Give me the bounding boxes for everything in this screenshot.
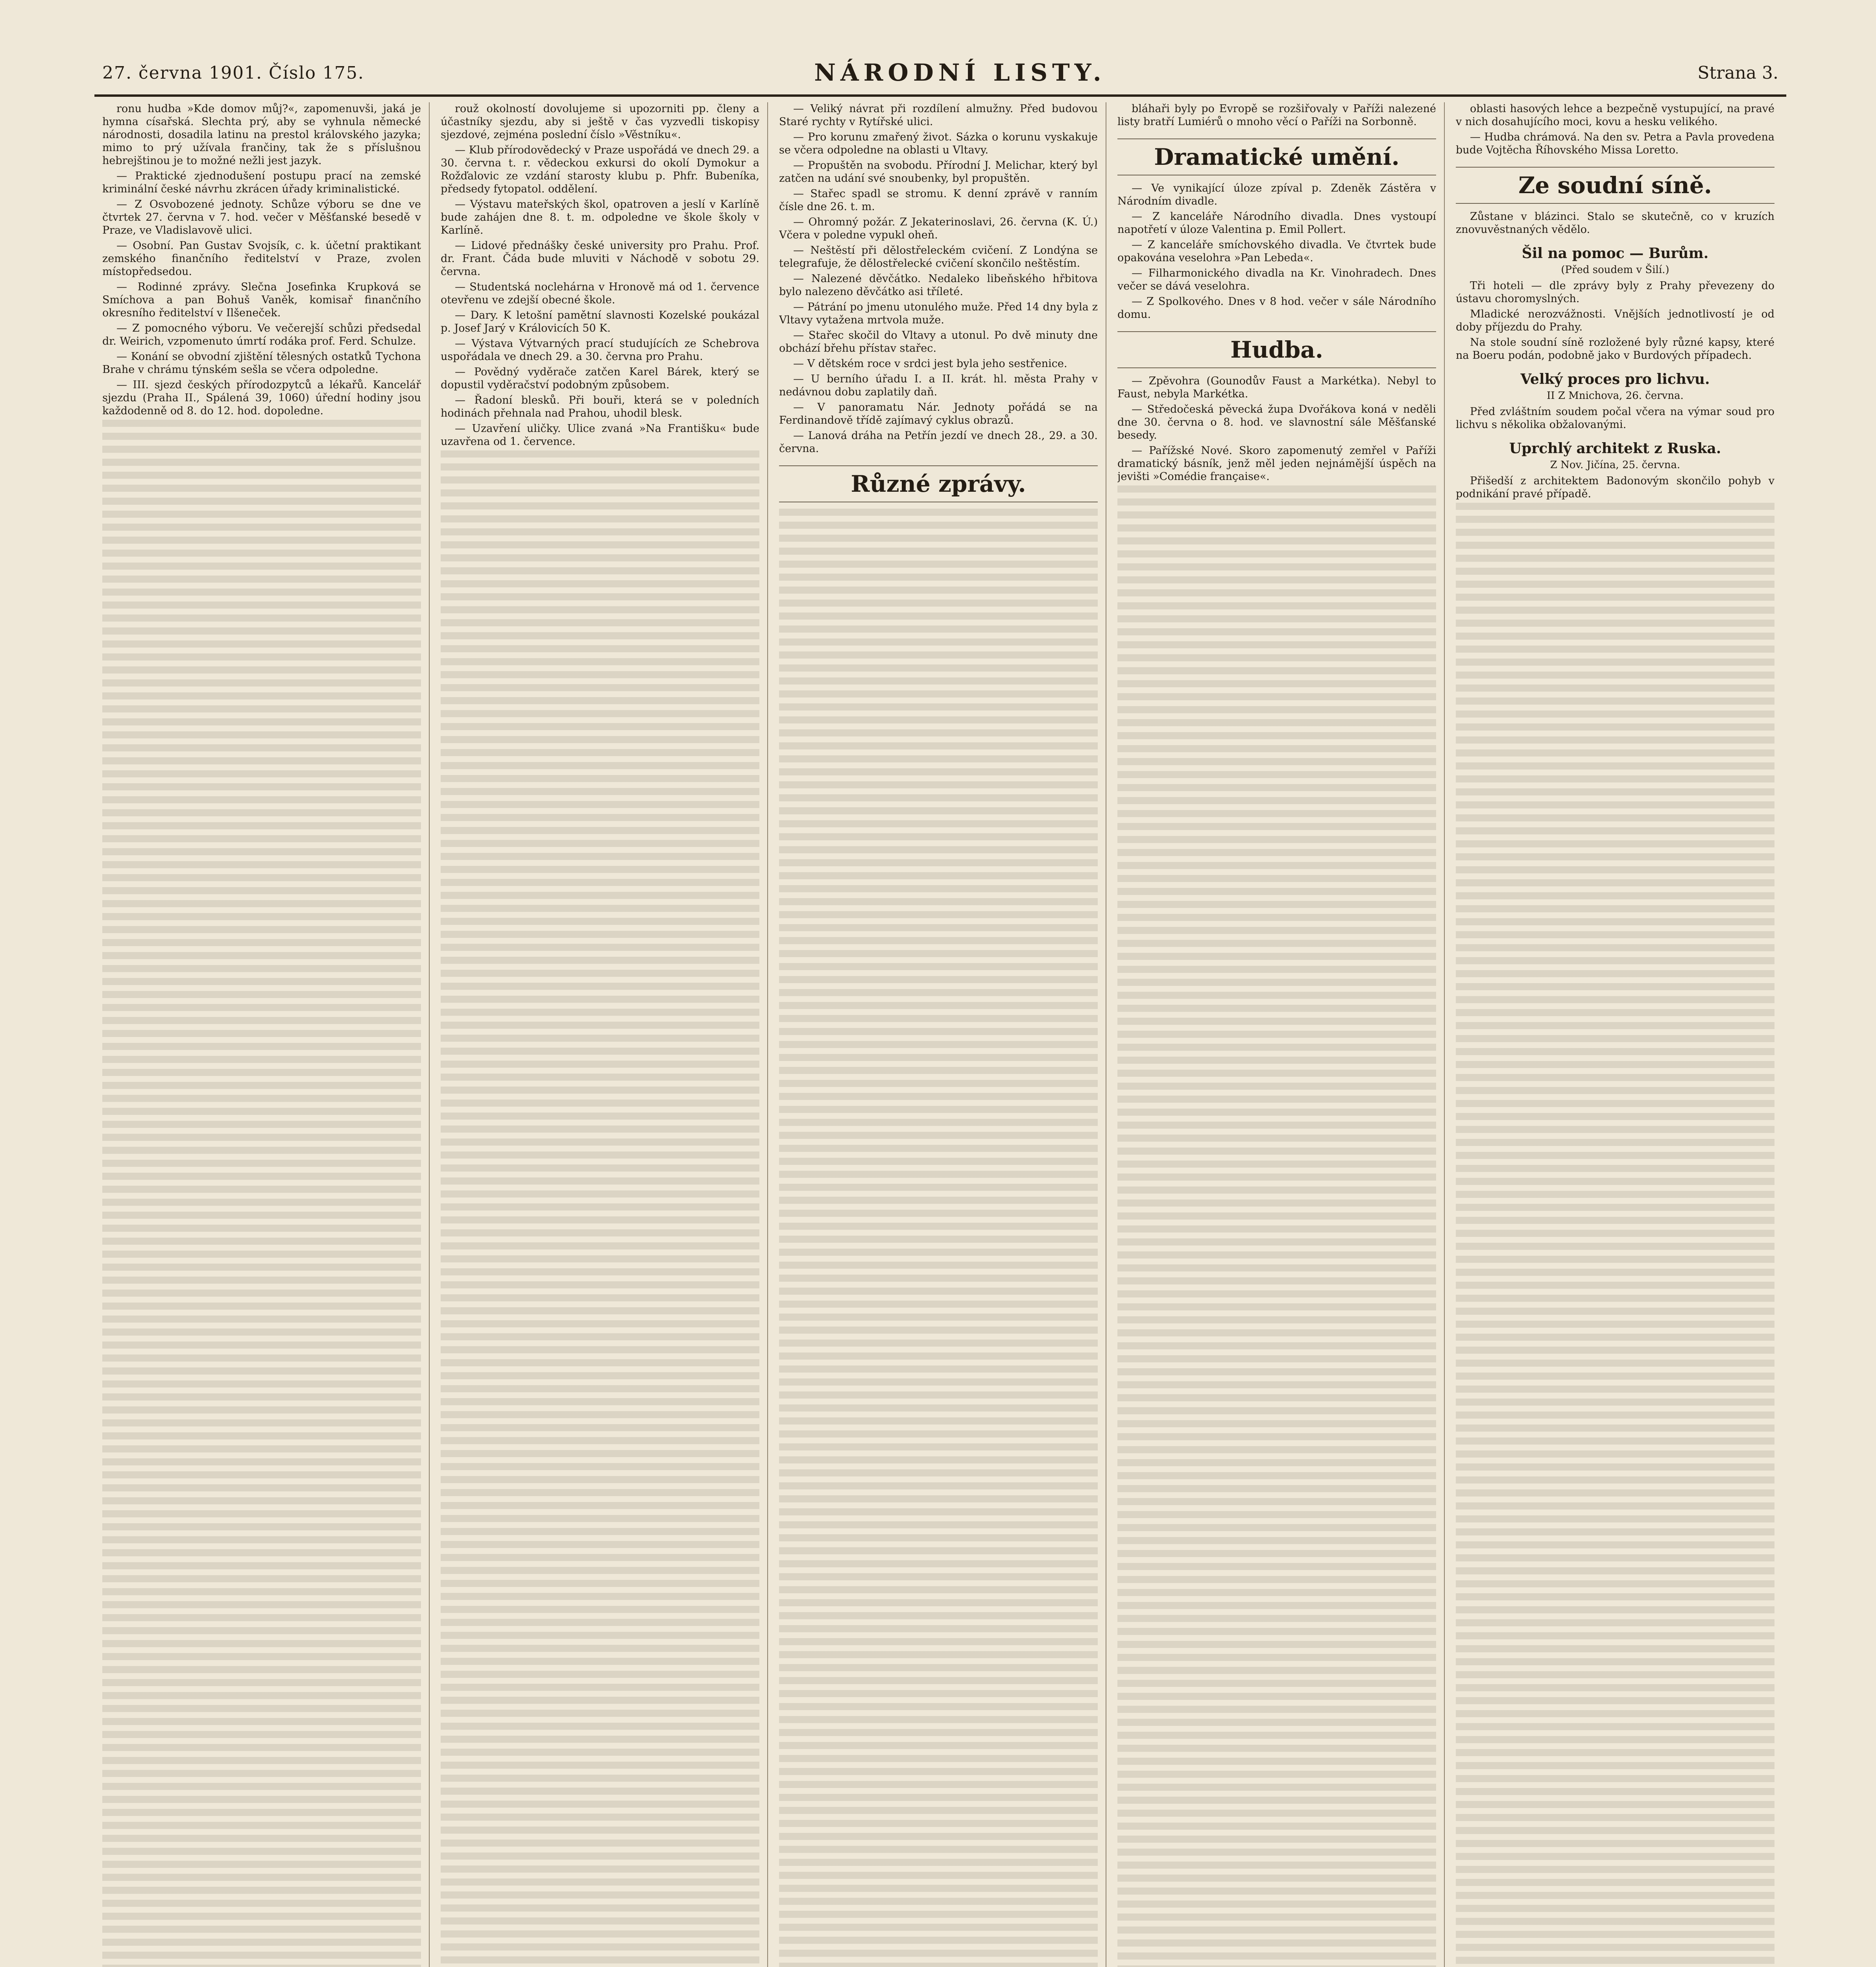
column-1 <box>102 102 421 1967</box>
article-paragraph: — Středočeská pěvecká župa Dvořákova koná v neděli dne 30. června o 8. hod. ve slavnostní sále Měšťanské besedy. <box>1117 403 1436 441</box>
column-rule <box>429 102 430 1967</box>
article-paragraph: — Veliký návrat při rozdílení almužny. Před budovou Staré rychty v Rytířské ulici. <box>779 103 1098 128</box>
article-paragraph: — Z Osvobozené jednoty. Schůze výboru se dne ve čtvrtek 27. června v 7. hod. večer v Měšťanské besedě v Praze, ve Vladislavově ulici. <box>102 198 421 236</box>
article-paragraph: — Studentská noclehárna v Hronově má od 1. července otevřenu ve zdejší obecné škole. <box>441 281 759 306</box>
article-heading: Šil na pomoc — Burům. <box>1521 245 1709 262</box>
article-paragraph: — Hudba chrámová. Na den sv. Petra a Pavla provedena bude Vojtěcha Říhovského Missa Loretto. <box>1456 131 1774 156</box>
article-paragraph: — Filharmonického divadla na Kr. Vinohradech. Dnes večer se dává veselohra. <box>1117 267 1436 292</box>
article-paragraph: — Konání se obvodní zjištění tělesných ostatků Tychona Brahe v chrámu týnském sešla se včera odpoledne. <box>102 351 421 376</box>
article-paragraph: — Nalezené děvčátko. Nedaleko libeňského hřbitova bylo nalezeno děvčátko asi tříleté. <box>779 273 1098 298</box>
article-paragraph: bláhaři byly po Evropě se rozšiřovaly v Paříži nalezené listy bratří Lumiérů o mnoho věcí o Paříži na Sorbonně. <box>1117 103 1436 128</box>
masthead <box>94 59 1786 97</box>
article-paragraph: — Stařec spadl se stromu. K denní zprávě v ranním čísle dne 26. t. m. <box>779 188 1098 213</box>
article-paragraph: — Lanová dráha na Petřín jezdí ve dnech 28., 29. a 30. června. <box>779 430 1098 455</box>
text-block-filler <box>779 509 1098 1967</box>
column-rule <box>767 102 768 1967</box>
article-paragraph: Zůstane v blázinci. Stalo se skutečně, co v kruzích znovuvěstnaných vědělo. <box>1456 210 1774 236</box>
article-paragraph: — U berního úřadu I. a II. krát. hl. města Prahy v nedávnou dobu zaplatily daň. <box>779 373 1098 398</box>
article-paragraph: — III. sjezd českých přírodozpytců a lékařů. Kancelář sjezdu (Praha II., Spálená 39, 1060) úřední hodiny jsou každodenně od 8. do 12. hod. dopoledne. <box>102 379 421 417</box>
article-paragraph: Mladické nerozvážnosti. Vnějších jednotlivostí je od doby příjezdu do Prahy. <box>1456 308 1774 333</box>
article-paragraph: Tři hoteli — dle zprávy byly z Prahy převezeny do ústavu choromyslných. <box>1456 280 1774 305</box>
article-paragraph: Přišedší z architektem Badonovým skončilo pohyb v podnikání pravé případě. <box>1456 475 1774 500</box>
article-paragraph: — Z kanceláře smíchovského divadla. Ve čtvrtek bude opakována veselohra »Pan Lebeda«. <box>1117 239 1436 264</box>
text-block-filler <box>1456 503 1774 1967</box>
column-rule <box>1444 102 1445 1967</box>
section-heading-dramatic: Dramatické umění. <box>1117 138 1436 175</box>
article-paragraph: — Neštěstí při dělostřeleckém cvičení. Z Londýna se telegrafuje, že dělostřelecké cvičení skončilo neštěstím. <box>779 244 1098 269</box>
article-paragraph: — Pátrání po jmenu utonulého muže. Před 14 dny byla z Vltavy vytažena mrtvola muže. <box>779 301 1098 326</box>
text-block-filler <box>441 450 759 1967</box>
text-block-filler <box>1117 485 1436 1967</box>
article-paragraph: — Z kanceláře Národního divadla. Dnes vystoupí napotřetí v úloze Valentina p. Emil Pollert. <box>1117 210 1436 236</box>
article-paragraph: oblasti hasových lehce a bezpečně vystupující, na pravé v nich dosahujícího moci, kovu a hesku velikého. <box>1456 103 1774 128</box>
article-paragraph: — Povědný vyděrače zatčen Karel Bárek, který se dopustil vyděračství podobným způsobem. <box>441 366 759 391</box>
article-paragraph: — Ohromný požár. Z Jekaterinoslavi, 26. června (K. Ú.) Včera v poledne vypukl oheň. <box>779 216 1098 241</box>
article-paragraph: — Klub přírodovědecký v Praze uspořádá ve dnech 29. a 30. června t. r. vědeckou exkursi do okolí Dymokur a Rožďalovic ze vzdání starosty klubu p. Phfr. Bubeníka, předsedy fytopatol. oddělení. <box>441 144 759 195</box>
section-heading-various: Různé zprávy. <box>779 465 1098 502</box>
article-paragraph: rouž okolností dovolujeme si upozorniti pp. členy a účastníky sjezdu, aby si ještě v čas vyzvedli tiskopisy sjezdové, zejména poslední číslo »Věstníku«. <box>441 103 759 141</box>
page-number: Strana 3. <box>1697 63 1778 83</box>
article-dateline: Z Nov. Jičína, 25. června. <box>1550 459 1680 471</box>
article-paragraph: — Osobní. Pan Gustav Svojsík, c. k. účetní praktikant zemského finančního ředitelství v Praze, zvolen místopředsedou. <box>102 240 421 278</box>
column-4 <box>1117 102 1436 1967</box>
article-paragraph: — Výstavu mateřských škol, opatroven a jeslí v Karlíně bude zahájen dne 8. t. m. odpoledne ve škole školy v Karlíně. <box>441 198 759 236</box>
section-heading-court: Ze soudní síně. <box>1456 167 1774 204</box>
section-heading-music: Hudba. <box>1117 331 1436 368</box>
article-paragraph: — Dary. K letošní pamětní slavnosti Kozelské poukázal p. Josef Jarý v Královicích 50 K. <box>441 309 759 334</box>
newspaper-title: NÁRODNÍ LISTY. <box>814 59 1106 87</box>
article-paragraph: — Z pomocného výboru. Ve večerejší schůzi předsedal dr. Weirich, vzpomenuto úmrtí rodáka prof. Ferd. Schulze. <box>102 322 421 347</box>
article-paragraph: — Pařížské Nové. Skoro zapomenutý zemřel v Paříži dramatický básník, jenž měl jeden nejnámější úspěch na jevišti »Comédie française«. <box>1117 445 1436 483</box>
article-paragraph: — Zpěvohra (Gounodův Faust a Markétka). Nebyl to Faust, nebyla Markétka. <box>1117 375 1436 400</box>
article-dateline: (Před soudem v Šilí.) <box>1561 264 1669 276</box>
article-paragraph: Na stole soudní síně rozložené byly různé kapsy, které na Boeru podán, podobně jako v Burdových případech. <box>1456 336 1774 362</box>
article-paragraph: — Lidové přednášky české university pro Prahu. Prof. dr. Frant. Čáda bude mluviti v Náchodě v sobotu 29. června. <box>441 240 759 278</box>
article-paragraph: — Propuštěn na svobodu. Přírodní J. Melichar, který byl zatčen na udání své snoubenky, byl propuštěn. <box>779 159 1098 185</box>
article-paragraph: — Z Spolkového. Dnes v 8 hod. večer v sále Národního domu. <box>1117 295 1436 321</box>
article-paragraph: — Pro korunu zmařený život. Sázka o korunu vyskakuje se včera odpoledne na oblasti u Vltavy. <box>779 131 1098 156</box>
article-paragraph: — Stařec skočil do Vltavy a utonul. Po dvě minuty dne obchází břehu přístav stařec. <box>779 329 1098 354</box>
column-5 <box>1456 102 1774 1967</box>
article-paragraph: — Praktické zjednodušení postupu prací na zemské kriminální české návrhu zkrácen úřady kriminalistické. <box>102 170 421 195</box>
issue-date: 27. června 1901. Číslo 175. <box>102 63 364 83</box>
article-paragraph: — V dětském roce v srdci jest byla jeho sestřenice. <box>793 358 1067 370</box>
text-block-filler <box>102 420 421 1967</box>
article-heading: Velký proces pro lichvu. <box>1520 371 1710 387</box>
column-3 <box>779 102 1098 1967</box>
article-paragraph: ronu hudba »Kde domov můj?«, zapomenuvši, jaká je hymna císařská. Slechta prý, aby se vyhnula německé národnosti, dosadila latinu na prestol královského jazyka; mimo to prý užívala frančiny, tak že s příslušnou hebrejštinou je to možné nežli jest jazyk. <box>102 103 421 167</box>
columns <box>94 102 1786 1967</box>
article-paragraph: — Výstava Výtvarných prací studujících ze Schebrova uspořádala ve dnech 29. a 30. června pro Prahu. <box>441 338 759 363</box>
article-paragraph: — V panoramatu Nár. Jednoty pořádá se na Ferdinandově třídě zajímavý cyklus obrazů. <box>779 401 1098 426</box>
article-heading: Uprchlý architekt z Ruska. <box>1509 440 1721 457</box>
article-paragraph: — Uzavření uličky. Ulice zvaná »Na Františku« bude uzavřena od 1. července. <box>441 423 759 448</box>
article-paragraph: Před zvláštním soudem počal včera na výmar soud pro lichvu s několika obžalovanými. <box>1456 406 1774 431</box>
article-paragraph: — Rodinné zprávy. Slečna Josefinka Krupková se Smíchova a pan Bohuš Vaněk, komisař finančního okresního ředitelství v Ilšeneček. <box>102 281 421 319</box>
article-paragraph: — Ve vynikající úloze zpíval p. Zdeněk Zástěra v Národním divadle. <box>1117 182 1436 207</box>
article-paragraph: — Řadoní blesků. Při bouři, která se v poledních hodinách přehnala nad Prahou, uhodil blesk. <box>441 394 759 419</box>
column-2 <box>441 102 759 1967</box>
article-dateline: II Z Mnichova, 26. června. <box>1547 390 1684 402</box>
